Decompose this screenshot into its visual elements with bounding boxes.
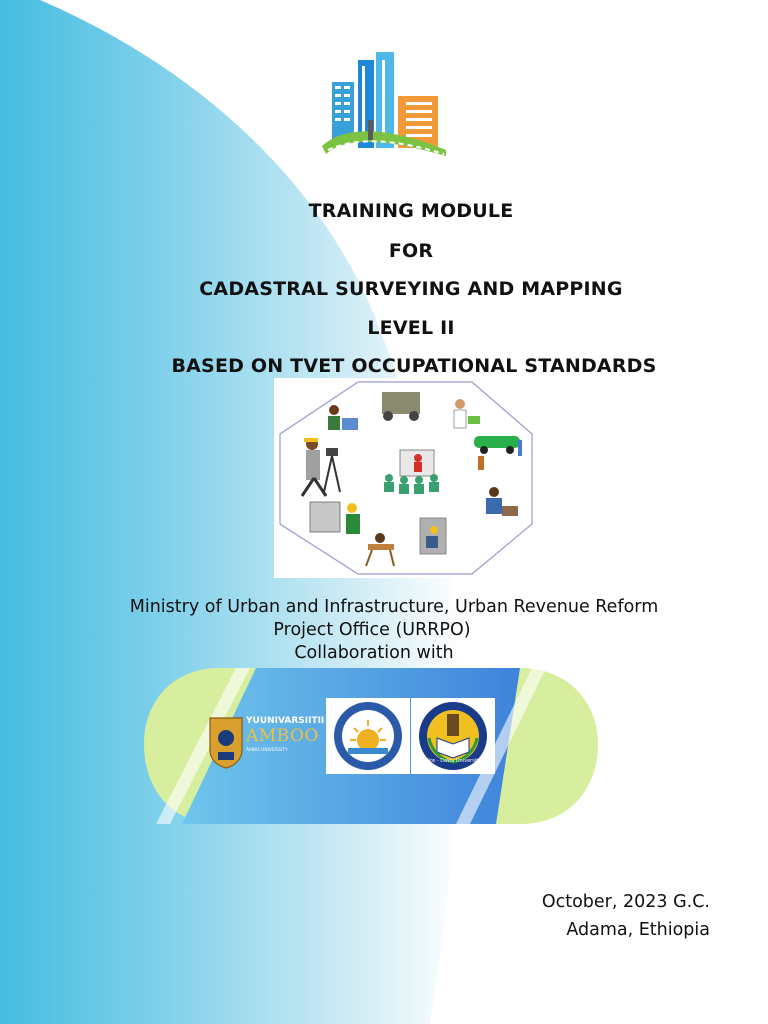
- ministry-line-3: Collaboration with: [294, 643, 454, 663]
- amboo-name-text: AMBOO: [246, 726, 319, 746]
- sun-seal-icon: [326, 698, 410, 774]
- amboo-shield-icon: [206, 714, 246, 770]
- title-line-2: FOR: [388, 240, 434, 262]
- partner-university-seal: [326, 698, 410, 774]
- amboo-top-text: YUUNIVARSIITII: [246, 716, 325, 726]
- city-buildings-icon: [318, 52, 448, 157]
- amboo-university-logo: [206, 714, 324, 770]
- dire-dawa-caption: Dire - Dawa University: [425, 758, 482, 764]
- title-line-5: BASED ON TVET OCCUPATIONAL STANDARDS: [171, 355, 657, 377]
- title-line-1: TRAINING MODULE: [308, 200, 514, 222]
- title-line-3: CADASTRAL SURVEYING AND MAPPING: [199, 278, 623, 300]
- title-line-4: LEVEL II: [367, 317, 455, 339]
- dire-dawa-university-seal: [411, 698, 495, 774]
- amboo-sub-text: ÁMBO UNIVERSITY: [246, 748, 288, 753]
- publication-place: Adama, Ethiopia: [566, 920, 710, 940]
- ministry-line-2: Project Office (URRPO): [273, 620, 471, 640]
- publication-date: October, 2023 G.C.: [541, 892, 710, 912]
- ministry-line-1: Ministry of Urban and Infrastructure, Urban Revenue Reform: [129, 597, 659, 617]
- workers-collage-icon: [274, 378, 556, 578]
